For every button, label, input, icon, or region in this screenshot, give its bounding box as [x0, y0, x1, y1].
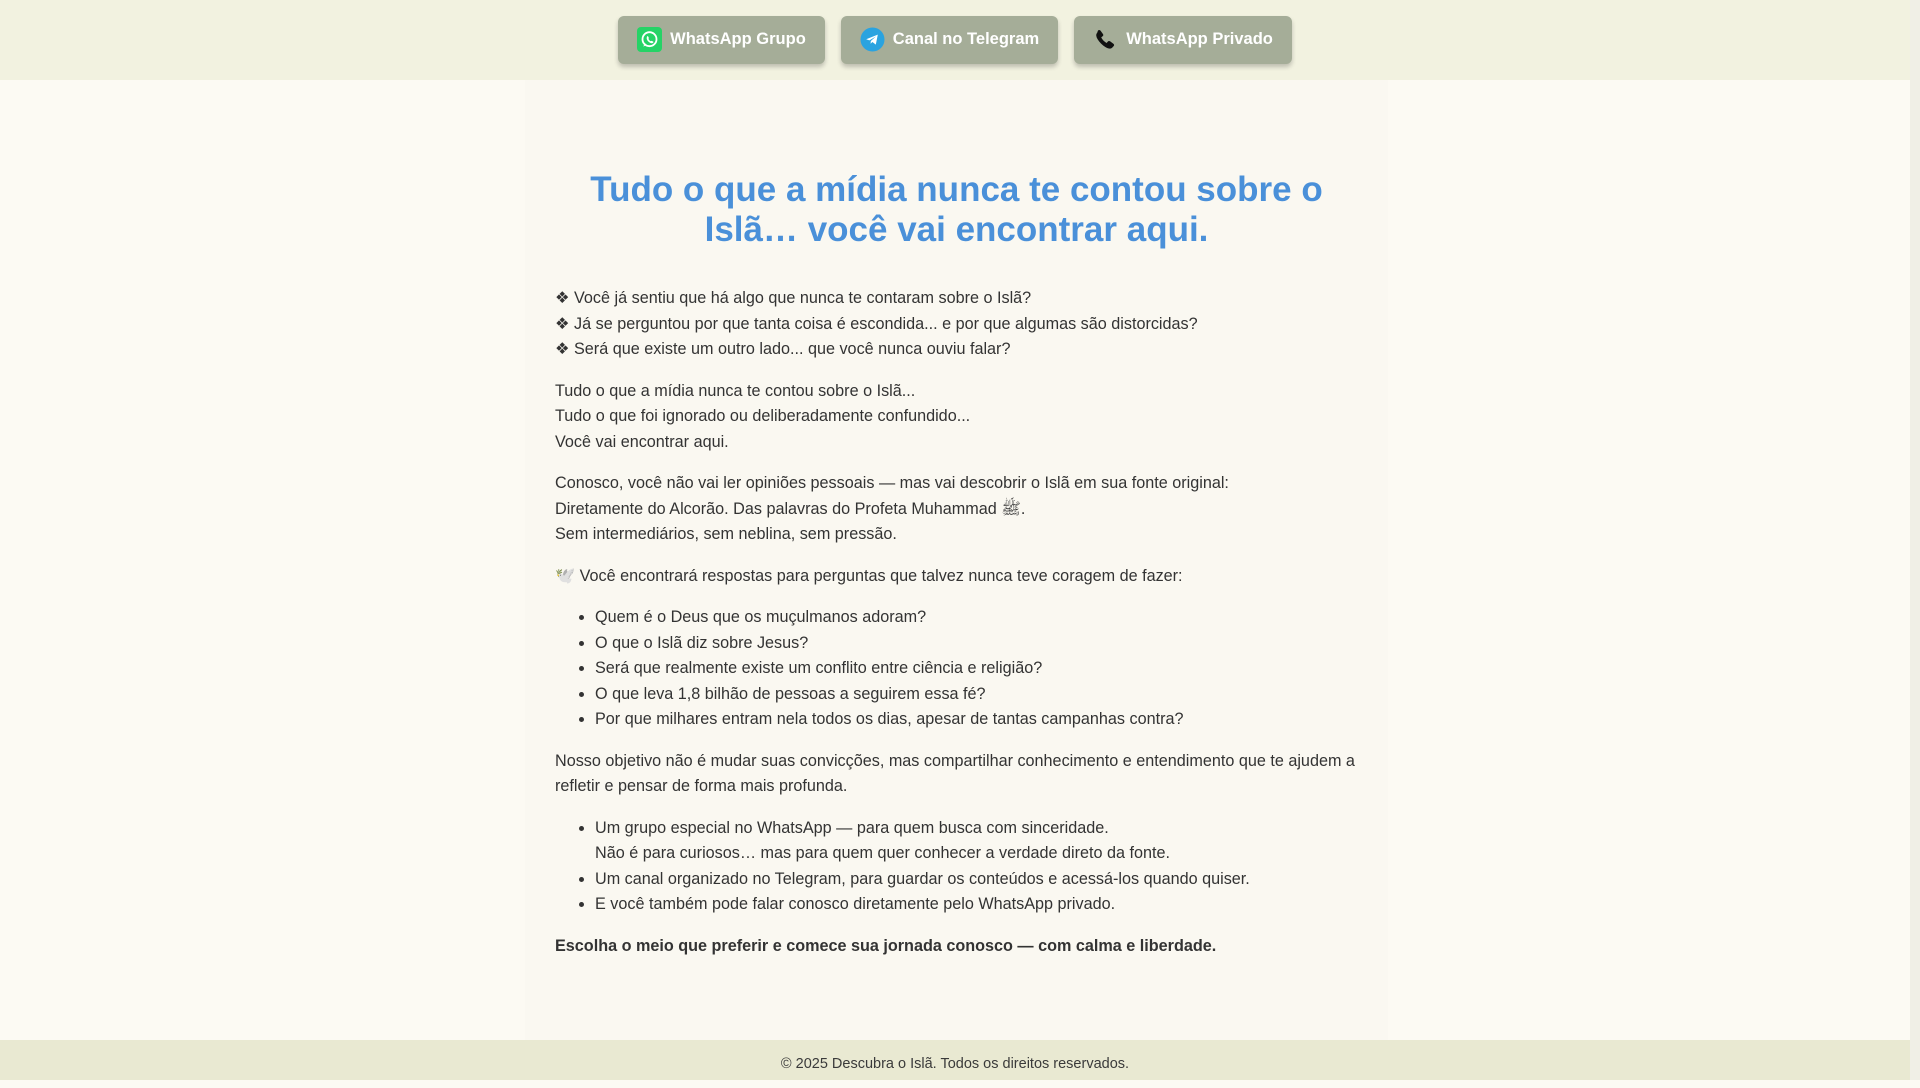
main-content-card — [525, 80, 1388, 1040]
footer — [0, 1040, 1910, 1080]
list-item-whatsapp — [595, 816, 1358, 867]
top-nav-bar — [0, 0, 1910, 80]
scrollbar[interactable] — [1910, 0, 1920, 1080]
question-line: ❖ Você já sentiu que há algo que nunca te contaram sobre o Islã? — [555, 289, 1032, 307]
intro-line: Você vai encontrar aqui. — [555, 432, 729, 451]
intro-line: Tudo o que foi ignorado ou deliberadamente confundido... — [555, 407, 971, 425]
list-item-telegram: • Um canal organizado no Telegram, para guardar os conteúdos e acessá-los quando quiser. — [595, 867, 1358, 893]
channels-list — [555, 816, 1358, 918]
telegram-icon — [860, 27, 885, 52]
footer-copyright: © 2025 Descubra o Islã. Todos os direitos reservados. — [780, 1056, 1130, 1072]
question-line: ❖ Já se perguntou por que tanta coisa é escondida... e por que algumas são distorcidas? — [555, 314, 1198, 333]
phone-icon — [1093, 27, 1118, 52]
whatsapp-group-label: WhatsApp Grupo — [670, 30, 806, 48]
whatsapp-line-1: Um grupo especial no WhatsApp — para quem busca com sinceridade. — [595, 818, 1109, 837]
list-item: • O que o Islã diz sobre Jesus? — [595, 631, 1358, 657]
source-paragraph — [555, 471, 1358, 548]
list-item: • Será que realmente existe um conflito entre ciência e religião? — [595, 656, 1358, 682]
intro-line: Tudo o que a mídia nunca te contou sobre o Islã... — [555, 381, 916, 400]
goal-paragraph: Nosso objetivo não é mudar suas convicções, mas compartilhar conhecimento e entendimento que te ajudem a refletir e pensar de forma mais profunda. — [555, 751, 1355, 795]
source-line: Diretamente do Alcorão. Das palavras do Profeta Muhammad ﷺ. — [555, 499, 1026, 518]
whatsapp-private-button[interactable] — [1074, 16, 1292, 64]
questions-paragraph — [555, 286, 1358, 363]
source-line: Conosco, você não vai ler opiniões pessoais — mas vai descobrir o Islã em sua fonte original: — [555, 474, 1229, 492]
telegram-channel-button[interactable] — [841, 16, 1058, 64]
intro-paragraph — [555, 379, 1358, 456]
closing-statement: Escolha o meio que preferir e comece sua jornada conosco — com calma e liberdade. — [555, 936, 1217, 955]
whatsapp-icon — [637, 27, 662, 52]
question-line: ❖ Será que existe um outro lado... que você nunca ouviu falar? — [555, 340, 1011, 358]
whatsapp-private-label: WhatsApp Privado — [1126, 30, 1273, 48]
whatsapp-group-button[interactable] — [618, 16, 825, 64]
list-item-private: • E você também pode falar conosco diretamente pelo WhatsApp privado. — [595, 892, 1358, 918]
topics-list — [555, 605, 1358, 733]
whatsapp-line-2: Não é para curiosos… mas para quem quer conhecer a verdade direto da fonte. — [595, 844, 1170, 862]
answers-intro: 🕊️ Você encontrará respostas para perguntas que talvez nunca teve coragem de fazer: — [555, 566, 1183, 585]
list-item: • O que leva 1,8 bilhão de pessoas a seguirem essa fé? — [595, 682, 1358, 708]
list-item: • Quem é o Deus que os muçulmanos adoram? — [595, 605, 1358, 631]
page-title: Tudo o que a mídia nunca te contou sobre o Islã… você vai encontrar aqui. — [590, 170, 1323, 249]
telegram-channel-label: Canal no Telegram — [892, 30, 1040, 48]
list-item: • Por que milhares entram nela todos os dias, apesar de tantas campanhas contra? — [595, 707, 1358, 733]
source-line: Sem intermediários, sem neblina, sem pressão. — [555, 525, 897, 543]
